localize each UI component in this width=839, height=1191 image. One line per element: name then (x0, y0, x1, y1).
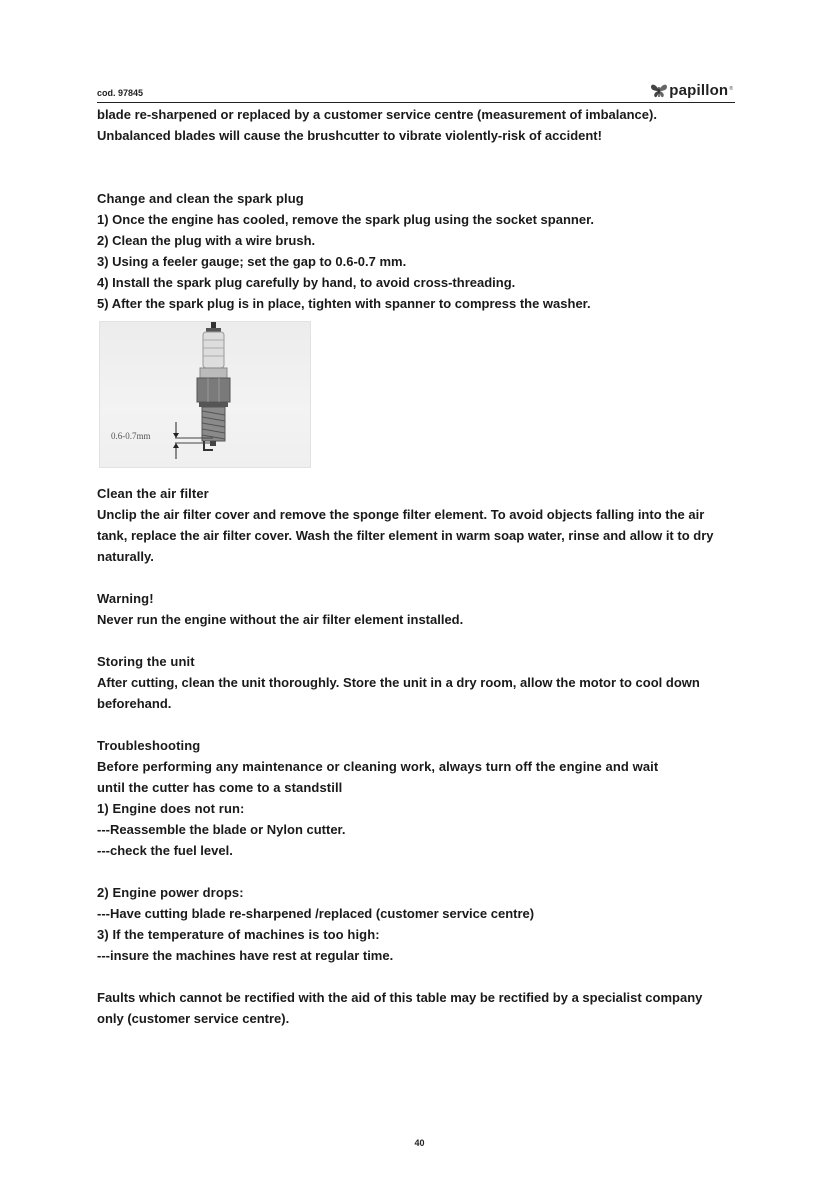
storing-line: beforehand. (97, 696, 172, 711)
brand-logo (650, 82, 733, 98)
fault-1-title: 1) Engine does not run: (97, 801, 245, 816)
fault-1-remedy: ---check the fuel level. (97, 843, 233, 858)
closing-line: only (customer service centre). (97, 1011, 290, 1026)
storing-line: After cutting, clean the unit thoroughly. Store the unit in a dry room, allow the motor to cool down (97, 675, 700, 690)
fault-3-remedy: ---insure the machines have rest at regular time. (97, 948, 394, 963)
air-filter-heading: Clean the air filter (97, 486, 209, 501)
fault-3-title: 3) If the temperature of machines is too high: (97, 927, 380, 942)
spark-plug-step: 2) Clean the plug with a wire brush. (97, 233, 316, 248)
brand-name: papillon (669, 82, 729, 99)
spark-plug-step: 4) Install the spark plug carefully by hand, to avoid cross-threading. (97, 275, 516, 290)
spark-plug-figure (99, 321, 311, 468)
page-content (97, 104, 747, 1029)
warning-text: Never run the engine without the air filter element installed. (97, 612, 464, 627)
closing-line: Faults which cannot be rectified with the aid of this table may be rectified by a specialist company (97, 990, 703, 1005)
spark-plug-step: 5) After the spark plug is in place, tighten with spanner to compress the washer. (97, 296, 591, 311)
troubleshooting-heading: Troubleshooting (97, 738, 201, 753)
gap-measurement-label: 0.6-0.7mm (111, 431, 151, 441)
troubleshooting-intro: Before performing any maintenance or cleaning work, always turn off the engine and wait (97, 759, 659, 774)
storing-heading: Storing the unit (97, 654, 195, 669)
air-filter-line: naturally. (97, 549, 154, 564)
spark-plug-step: 3) Using a feeler gauge; set the gap to 0.6-0.7 mm. (97, 254, 407, 269)
troubleshooting-intro: until the cutter has come to a standstill (97, 780, 343, 795)
warning-heading: Warning! (97, 591, 154, 606)
air-filter-line: tank, replace the air filter cover. Wash the filter element in warm soap water, rinse and allow it to dry (97, 528, 714, 543)
page-header (97, 62, 735, 103)
butterfly-icon (650, 82, 668, 98)
intro-line-1: blade re-sharpened or replaced by a customer service centre (measurement of imbalance). (97, 107, 657, 122)
trademark-symbol: ® (729, 86, 733, 92)
fault-2-remedy: ---Have cutting blade re-sharpened /replaced (customer service centre) (97, 906, 535, 921)
air-filter-line: Unclip the air filter cover and remove the sponge filter element. To avoid objects falling into the air (97, 507, 705, 522)
spark-plug-illustration (100, 322, 310, 467)
spark-plug-heading: Change and clean the spark plug (97, 191, 304, 206)
product-code: cod. 97845 (97, 88, 144, 98)
fault-1-remedy: ---Reassemble the blade or Nylon cutter. (97, 822, 346, 837)
intro-line-2: Unbalanced blades will cause the brushcutter to vibrate violently-risk of accident! (97, 128, 602, 143)
page-number: 40 (414, 1138, 425, 1148)
fault-2-title: 2) Engine power drops: (97, 885, 244, 900)
spark-plug-step: 1) Once the engine has cooled, remove the spark plug using the socket spanner. (97, 212, 595, 227)
